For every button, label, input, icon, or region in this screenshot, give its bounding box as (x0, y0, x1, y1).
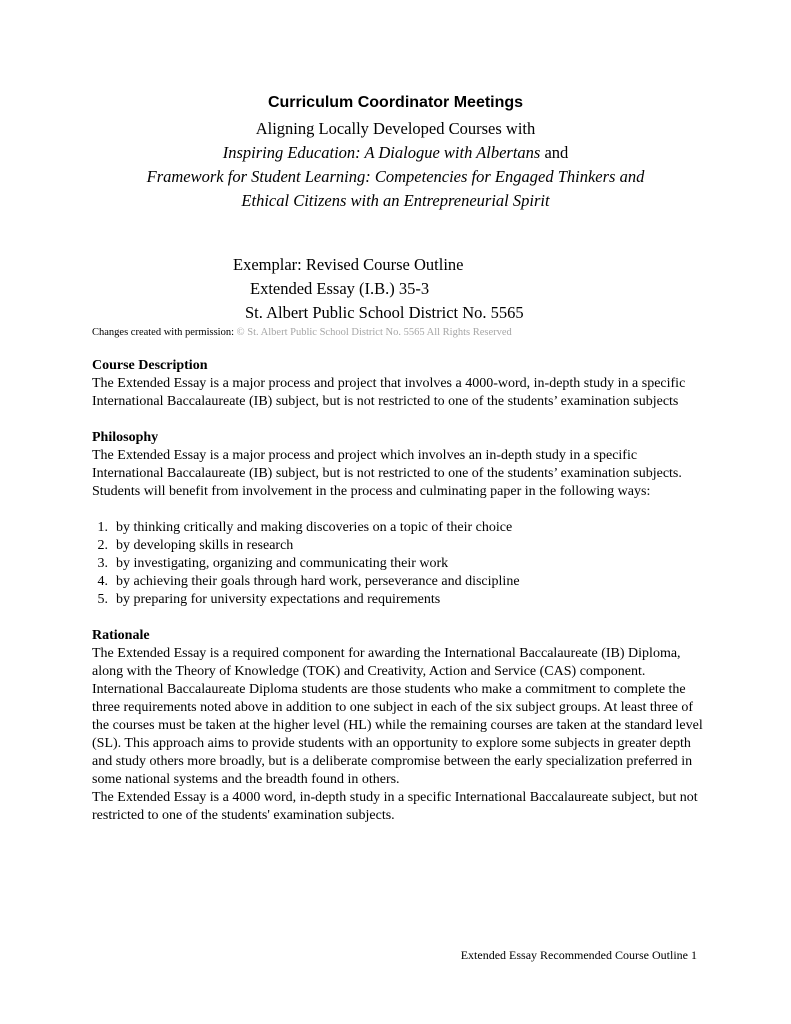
rationale-heading: Rationale (92, 628, 150, 643)
philosophy-list (92, 519, 712, 609)
philosophy-section (92, 429, 712, 609)
rationale-text-2: The Extended Essay is a 4000 word, in-depth study in a specific International Baccalaureate subject, but not restricted to one of the students' examination subjects. (92, 790, 698, 823)
list-item-number: 1. (97, 520, 108, 535)
permission-notice (92, 326, 512, 340)
rationale-section (92, 627, 712, 825)
subtitle-line-4: Ethical Citizens with an Entrepreneurial Spirit (241, 191, 550, 210)
philosophy-heading: Philosophy (92, 430, 159, 445)
copyright-text: © St. Albert Public School District No. 5565 All Rights Reserved (236, 327, 512, 338)
subtitle-line-1: Aligning Locally Developed Courses with (255, 119, 536, 138)
permission-label: Changes created with permission: (92, 327, 235, 338)
list-item (92, 591, 712, 609)
list-item-text: by thinking critically and making discoveries on a topic of their choice (116, 520, 513, 535)
list-item (92, 537, 712, 555)
list-item (92, 519, 712, 537)
rationale-text-1: The Extended Essay is a required component for awarding the International Baccalaureate (IB) Diploma, along with the Theory of Knowledge (TOK) and Creativity, Action and Service (CAS) component. International Baccalaureate Diploma students are those students who make a commitment to complete the three requirements noted above in addition to one subject in each of the six subject groups. At least three of the courses must be taken at the higher level (HL) while the remaining courses are taken at the standard level (SL). This approach aims to provide students with an opportunity to explore some subjects in greater depth and study others more broadly, but is a deliberate compromise between the early specialization preferred in some national systems and the breadth found in others. (92, 646, 703, 787)
subtitle-line-2 (0, 141, 791, 165)
page-footer: Extended Essay Recommended Course Outline 1 (460, 948, 697, 962)
list-item (92, 573, 712, 591)
list-item-number: 2. (97, 538, 108, 553)
list-item-number: 5. (97, 592, 108, 607)
exemplar-line-3: St. Albert Public School District No. 5565 (245, 303, 524, 322)
list-item-number: 4. (97, 574, 108, 589)
philosophy-text: The Extended Essay is a major process and project which involves an in-depth study in a specific International Baccalaureate (IB) subject, but is not restricted to one of the students’ examination subjects. Students will benefit from involvement in the process and culminating paper in the following ways: (92, 448, 682, 499)
list-item-text: by preparing for university expectations and requirements (116, 592, 441, 607)
document-body (92, 357, 712, 825)
subtitle-block (0, 117, 791, 213)
exemplar-line-2: Extended Essay (I.B.) 35-3 (250, 279, 430, 298)
list-item-text: by developing skills in research (116, 538, 294, 553)
list-item-text: by achieving their goals through hard work, perseverance and discipline (116, 574, 520, 589)
subtitle-line-2-italic: Inspiring Education: A Dialogue with Albertans (222, 143, 541, 162)
subtitle-line-3: Framework for Student Learning: Competencies for Engaged Thinkers and (146, 167, 645, 186)
exemplar-block (233, 253, 524, 325)
course-description-text: The Extended Essay is a major process and project that involves a 4000-word, in-depth study in a specific International Baccalaureate (IB) subject, but is not restricted to one of the students’ examination subjects (92, 376, 686, 409)
subtitle-line-2-tail: and (540, 143, 569, 162)
document-title: Curriculum Coordinator Meetings (267, 94, 524, 111)
list-item-text: by investigating, organizing and communicating their work (116, 556, 449, 571)
list-item (92, 555, 712, 573)
exemplar-line-1: Exemplar: Revised Course Outline (233, 255, 464, 274)
list-item-number: 3. (97, 556, 108, 571)
course-description-heading: Course Description (92, 358, 208, 373)
course-description-section (92, 357, 712, 411)
